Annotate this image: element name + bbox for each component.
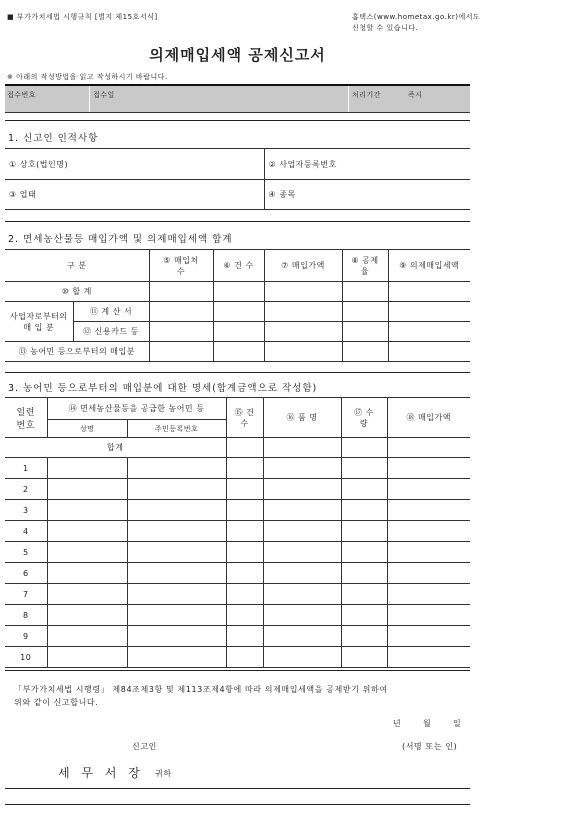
table-row: 5: [5, 542, 470, 563]
col-transaction-count: ⑥ 건 수: [213, 250, 264, 282]
col-supplier-count: ⑤ 매입처 수: [149, 250, 213, 282]
purchase-summary-table: [5, 249, 470, 362]
declaration-line2: 위와 같이 신고합니다.: [14, 698, 99, 707]
table-row: 10: [5, 647, 470, 668]
business-item-field: ④ 종목: [264, 180, 470, 210]
page-title: 의제매입세액 공제신고서: [149, 46, 326, 64]
table-row: 1: [5, 458, 470, 479]
table-row: 2: [5, 479, 470, 500]
section3-heading: 3. 농어민 등으로부터의 매입분에 대한 명세(합계금액으로 작성함): [8, 383, 318, 394]
form-rule-label: ■ 부가가치세법 시행규칙 [별지 제15호서식]: [7, 13, 158, 21]
declaration-line1: 「부가가치세법 시행령」 제84조제3항 및 제113조제4항에 따라 의제매입세액을 공제받기 위하여: [14, 685, 388, 694]
section1-heading: 1. 신고인 인적사항: [8, 133, 99, 144]
date-month-label: 월: [423, 719, 432, 728]
table-row: 9: [5, 626, 470, 647]
col-purchase-amount: ⑱ 매입가액: [387, 398, 470, 438]
total-row-label: 합계: [5, 438, 226, 458]
col-supplier-name: 성명: [47, 420, 127, 438]
tax-office-head: 세 무 서 장: [58, 766, 144, 780]
reporter-info-table: [5, 148, 470, 210]
table-row: 3: [5, 500, 470, 521]
col-serial-number: 일련 번호: [5, 398, 47, 438]
col-supplier-group: ⑭ 면세농산물등을 공급한 농어민 등: [47, 398, 226, 420]
col-deduction-rate: ⑧ 공제 율: [342, 250, 388, 282]
col-purchase-amount: ⑦ 매입가액: [264, 250, 342, 282]
table-row: 7: [5, 584, 470, 605]
section2-heading: 2. 면세농산물등 매입가액 및 의제매입세액 합계: [8, 234, 233, 245]
row-credit-card-label: ⑫ 신용카드 등: [73, 322, 149, 342]
col-resident-number: 주민등록번호: [127, 420, 226, 438]
signature-label: (서명 또는 인): [402, 742, 458, 751]
table-row: 6: [5, 563, 470, 584]
honorific-label: 귀하: [155, 769, 172, 778]
company-name-field: ① 상호(법인명): [5, 149, 264, 180]
processing-period-label: 처리기간: [352, 91, 382, 99]
processing-period-value: 즉시: [408, 91, 423, 99]
date-day-label: 일: [453, 719, 462, 728]
date-year-label: 년: [393, 719, 402, 728]
receipt-date-label: 접수일: [93, 91, 115, 99]
table-row: 8: [5, 605, 470, 626]
hometax-notice-line2: 신청할 수 있습니다.: [352, 24, 419, 32]
col-transaction-count: ⑮ 건 수: [226, 398, 263, 438]
receipt-bar: [5, 84, 470, 113]
row-farmer-purchase-label: ⑬ 농어민 등으로부터의 매입분: [5, 342, 149, 362]
col-product-name: ⑯ 품 명: [263, 398, 341, 438]
row-business-purchase-label: 사업자로부터의 매 입 분: [5, 302, 73, 342]
table-row: 4: [5, 521, 470, 542]
receipt-number-label: 접수번호: [7, 91, 37, 99]
col-quantity: ⑰ 수 량: [341, 398, 387, 438]
business-type-field: ③ 업태: [5, 180, 264, 210]
instruction-note: ※ 아래의 작성방법을 읽고 작성하시기 바랍니다.: [7, 73, 168, 81]
business-registration-field: ② 사업자등록번호: [264, 149, 470, 180]
col-category: 구 분: [5, 250, 149, 282]
hometax-notice-line1: 홈택스(www.hometax.go.kr)에서도: [352, 13, 481, 21]
row-total-label: ⑩ 합 계: [5, 282, 149, 302]
farmer-purchase-detail-table: [5, 397, 470, 668]
col-deemed-tax: ⑨ 의제매입세액: [388, 250, 470, 282]
row-invoice-label: ⑪ 계 산 서: [73, 302, 149, 322]
reporter-label: 신고인: [132, 742, 157, 751]
